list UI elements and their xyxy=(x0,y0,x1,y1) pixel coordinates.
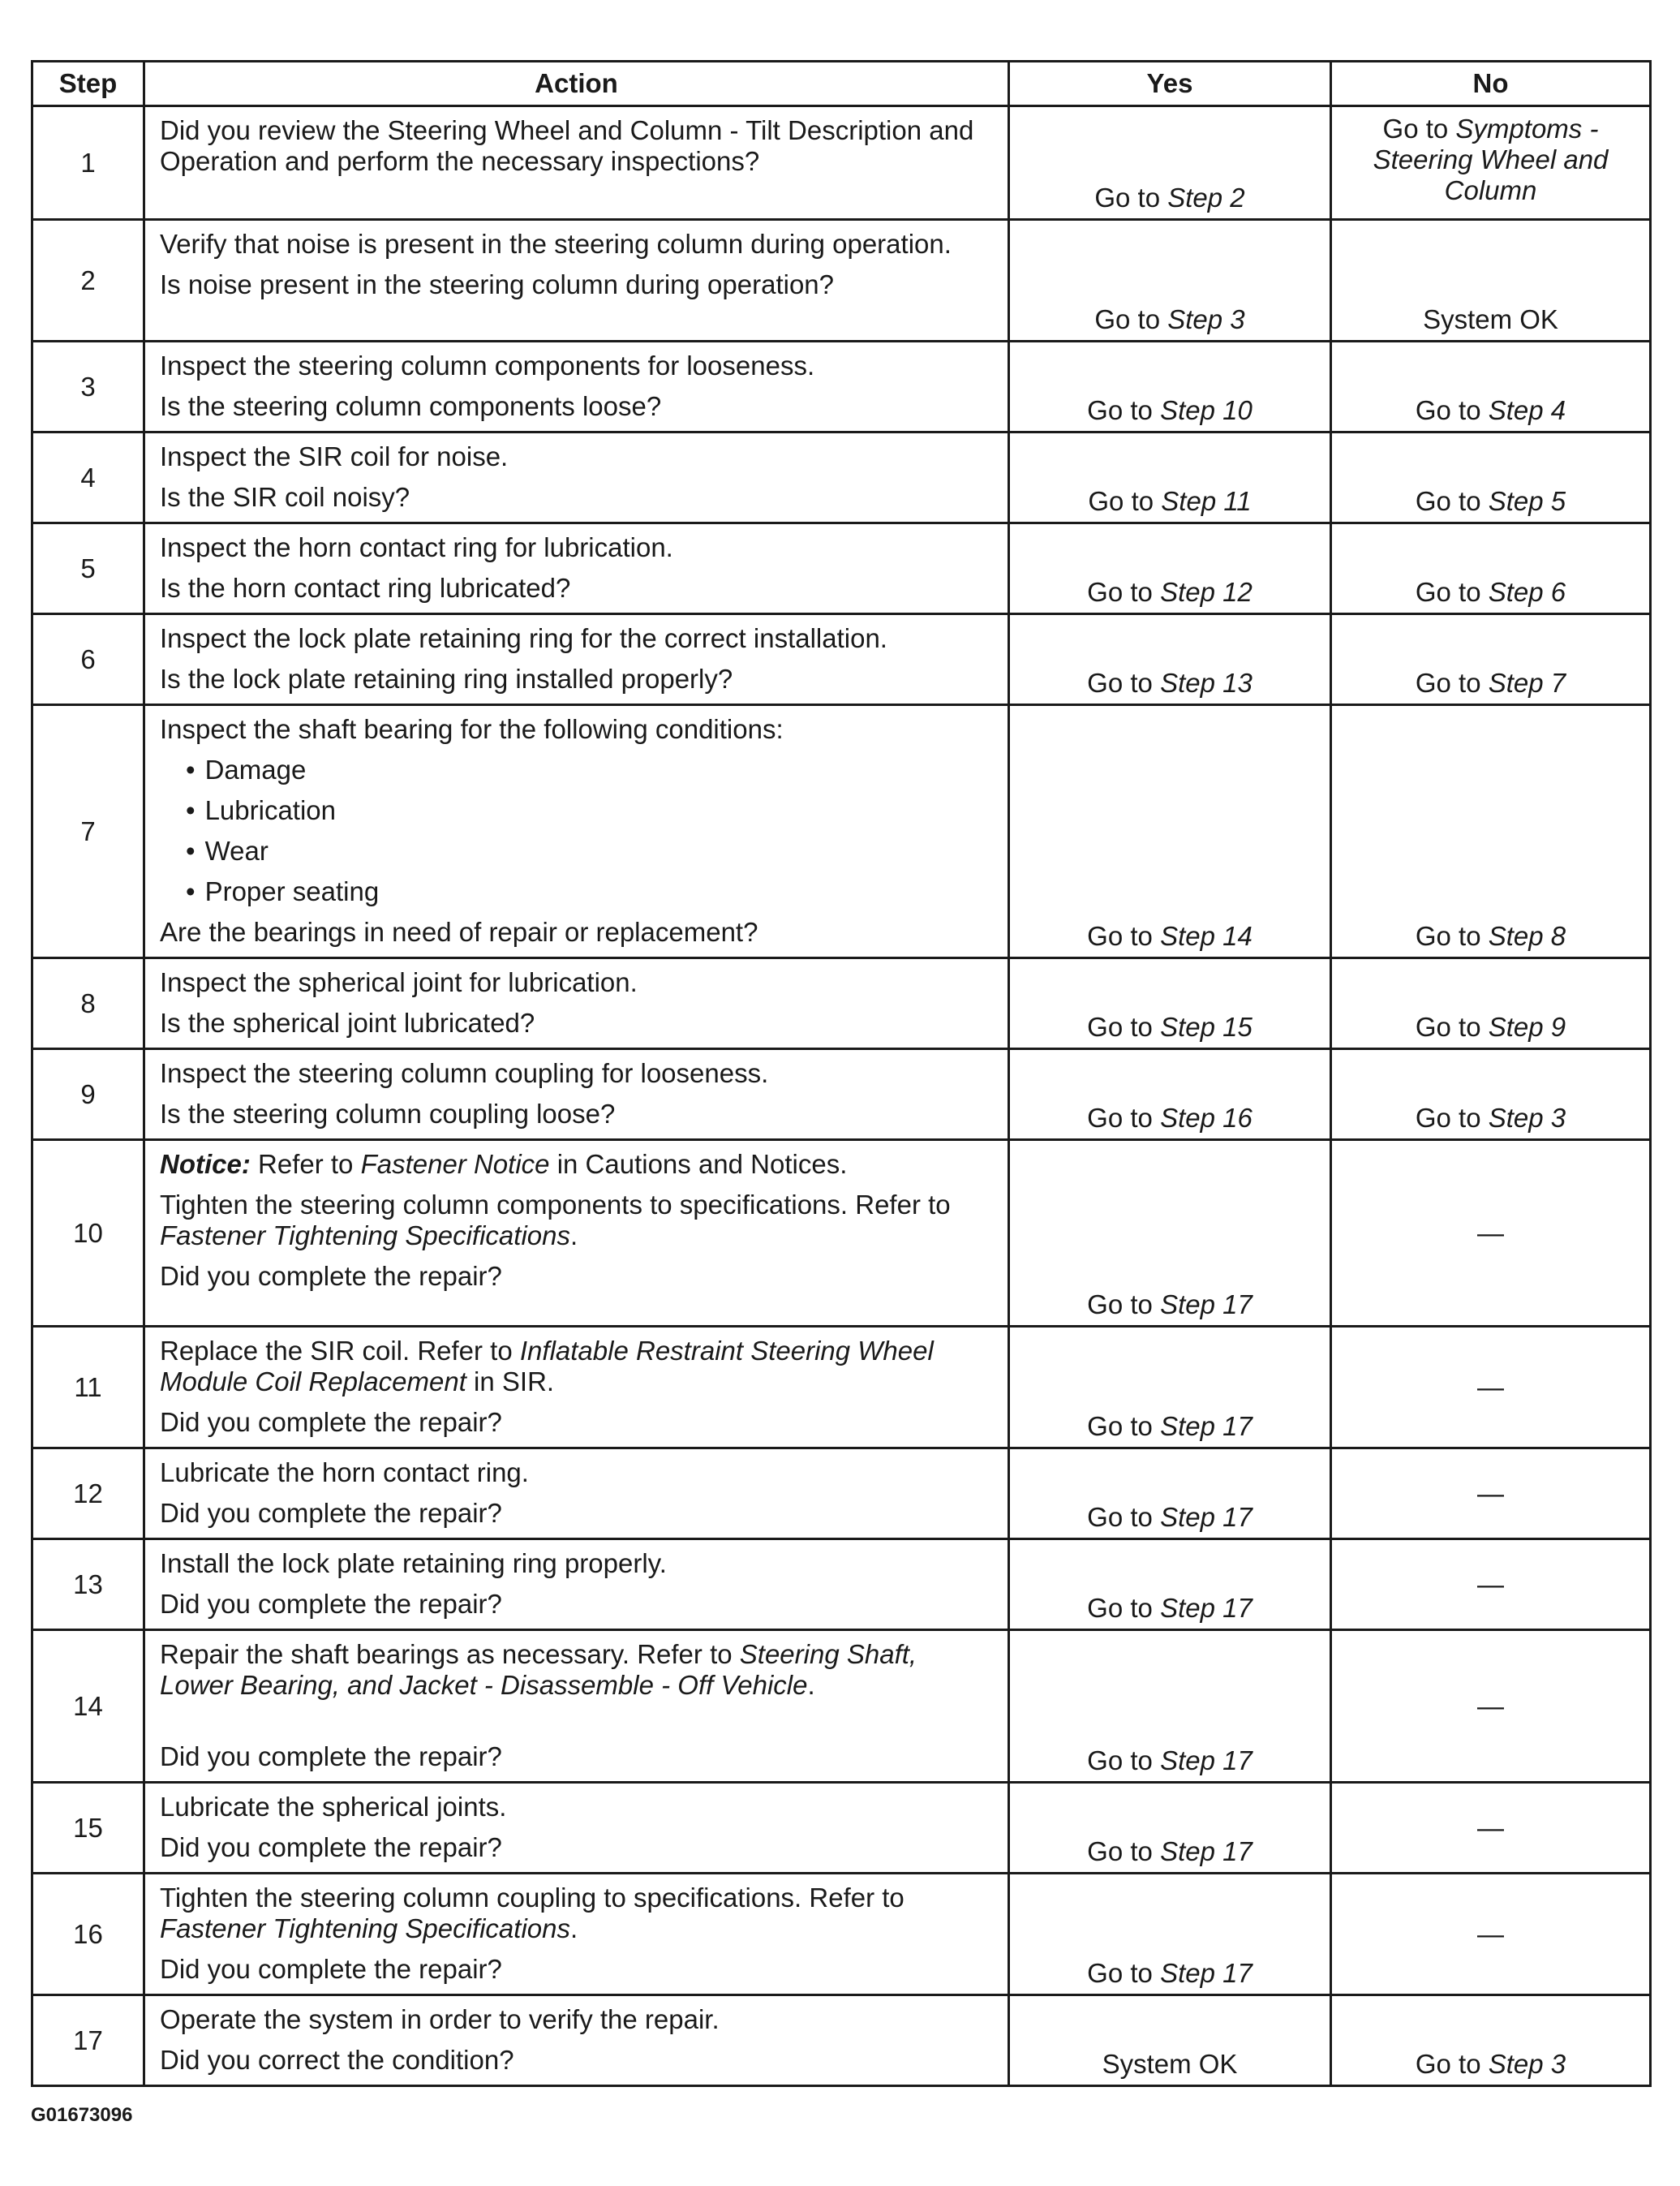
notice-text: Refer to xyxy=(258,1149,354,1179)
bullet-item xyxy=(160,876,993,907)
header-step: Step xyxy=(32,62,144,106)
action-cell xyxy=(144,1539,1009,1630)
action-text: Operate the system in order to verify the repair. xyxy=(160,2004,720,2034)
yes-cell xyxy=(1009,1783,1331,1874)
step-number: 13 xyxy=(32,1539,144,1630)
go-to-text: Go to xyxy=(1087,921,1153,951)
go-to-text: Go to xyxy=(1087,668,1153,698)
action-cell xyxy=(144,1327,1009,1448)
step-number: 10 xyxy=(32,1140,144,1327)
go-to-text: Go to xyxy=(1087,1012,1153,1042)
question-text: Is the SIR coil noisy? xyxy=(160,482,410,512)
step-number: 16 xyxy=(32,1874,144,1995)
yes-step-link: Step 17 xyxy=(1160,1593,1252,1623)
no-dash: — xyxy=(1477,1918,1504,1949)
yes-step-link: Step 2 xyxy=(1167,183,1245,213)
action-text: Inspect the lock plate retaining ring for the correct installation. xyxy=(160,623,887,653)
question-text: Is the horn contact ring lubricated? xyxy=(160,573,571,603)
step-number: 14 xyxy=(32,1630,144,1783)
go-to-text: Go to xyxy=(1415,1103,1481,1133)
action-text-post: . xyxy=(807,1670,815,1700)
step-number: 3 xyxy=(32,342,144,432)
yes-step-link: Step 14 xyxy=(1160,921,1252,951)
no-step-link: Step 4 xyxy=(1488,395,1566,425)
action-reference: Fastener Tightening Specifications xyxy=(160,1913,570,1943)
no-dash: — xyxy=(1477,1217,1504,1248)
question-text: Are the bearings in need of repair or replacement? xyxy=(160,917,758,947)
go-to-text: Go to xyxy=(1415,1012,1481,1042)
action-text xyxy=(160,1639,993,1701)
notice-paragraph xyxy=(160,1149,993,1180)
go-to-text: Go to xyxy=(1415,577,1481,607)
yes-step-link: Step 12 xyxy=(1160,577,1252,607)
yes-cell xyxy=(1009,1874,1331,1995)
header-no: No xyxy=(1331,62,1651,106)
go-to-text: Go to xyxy=(1087,395,1153,425)
yes-step-link: Step 11 xyxy=(1161,486,1252,516)
yes-cell xyxy=(1009,342,1331,432)
action-text-pre: Tighten the steering column components to specifications. Refer to xyxy=(160,1190,951,1220)
table-row xyxy=(32,1783,1651,1874)
figure-id: G01673096 xyxy=(31,2104,133,2126)
action-cell xyxy=(144,1783,1009,1874)
no-step-link: Step 6 xyxy=(1488,577,1566,607)
yes-step-link: Step 17 xyxy=(1160,1745,1252,1775)
yes-cell xyxy=(1009,106,1331,220)
yes-step-link: Step 13 xyxy=(1160,668,1252,698)
yes-cell xyxy=(1009,220,1331,342)
bullet-dot: • xyxy=(186,836,195,866)
notice-label: Notice: xyxy=(160,1149,251,1179)
no-cell xyxy=(1331,1874,1651,1995)
question-text: Did you complete the repair? xyxy=(160,1954,502,1984)
action-text xyxy=(160,1883,993,1944)
question-text: Did you complete the repair? xyxy=(160,1261,502,1291)
action-text-post: . xyxy=(570,1913,578,1943)
action-text-pre: Replace the SIR coil. Refer to xyxy=(160,1336,513,1366)
action-text xyxy=(160,1336,993,1397)
yes-step-link: Step 10 xyxy=(1160,395,1252,425)
table-row xyxy=(32,432,1651,523)
yes-cell xyxy=(1009,705,1331,958)
yes-step-link: Step 15 xyxy=(1160,1012,1252,1042)
yes-cell xyxy=(1009,1049,1331,1140)
no-step-link: Step 3 xyxy=(1488,2049,1566,2079)
yes-cell xyxy=(1009,1448,1331,1539)
yes-step-link: Step 16 xyxy=(1160,1103,1252,1133)
notice-reference: Fastener Notice xyxy=(360,1149,550,1179)
action-text: Inspect the shaft bearing for the following conditions: xyxy=(160,714,784,744)
no-step-link: Step 7 xyxy=(1488,668,1566,698)
step-number: 12 xyxy=(32,1448,144,1539)
action-cell xyxy=(144,432,1009,523)
step-number: 15 xyxy=(32,1783,144,1874)
action-text-pre: Repair the shaft bearings as necessary. Refer to xyxy=(160,1639,733,1669)
action-text: Lubricate the horn contact ring. xyxy=(160,1457,529,1487)
yes-cell xyxy=(1009,432,1331,523)
action-reference: Inflatable Restraint Steering Wheel Module Coil Replacement xyxy=(160,1336,934,1396)
no-cell xyxy=(1331,1327,1651,1448)
question-text: Is the steering column coupling loose? xyxy=(160,1099,616,1129)
no-cell xyxy=(1331,1539,1651,1630)
step-number: 2 xyxy=(32,220,144,342)
question-text: Did you correct the condition? xyxy=(160,2045,514,2075)
action-cell xyxy=(144,958,1009,1049)
action-cell xyxy=(144,1874,1009,1995)
no-cell xyxy=(1331,958,1651,1049)
action-text: Inspect the spherical joint for lubrication. xyxy=(160,967,638,997)
go-to-text: Go to xyxy=(1415,395,1481,425)
bullet-dot: • xyxy=(186,795,195,825)
table-row xyxy=(32,1327,1651,1448)
table-row xyxy=(32,1448,1651,1539)
no-cell xyxy=(1331,614,1651,705)
step-number: 4 xyxy=(32,432,144,523)
no-dash: — xyxy=(1477,1478,1504,1508)
question-text: Did you complete the repair? xyxy=(160,1741,502,1771)
bullet-item xyxy=(160,836,993,867)
bullet-dot: • xyxy=(186,876,195,906)
question-text: Did you complete the repair? xyxy=(160,1832,502,1862)
no-dash: — xyxy=(1477,1568,1504,1599)
table-row xyxy=(32,1140,1651,1327)
no-cell xyxy=(1331,705,1651,958)
action-text: Inspect the steering column coupling for looseness. xyxy=(160,1058,769,1088)
go-to-text: Go to xyxy=(1094,183,1161,213)
notice-text-end: in Cautions and Notices. xyxy=(556,1149,848,1179)
no-result-text: System OK xyxy=(1423,304,1558,334)
header-action: Action xyxy=(144,62,1009,106)
table-row xyxy=(32,705,1651,958)
no-cell xyxy=(1331,1995,1651,2086)
no-cell xyxy=(1331,1448,1651,1539)
yes-cell xyxy=(1009,1327,1331,1448)
table-row xyxy=(32,220,1651,342)
step-number: 17 xyxy=(32,1995,144,2086)
yes-cell xyxy=(1009,1539,1331,1630)
yes-step-link: Step 3 xyxy=(1167,304,1245,334)
go-to-text: Go to xyxy=(1087,1958,1153,1988)
table-row xyxy=(32,614,1651,705)
yes-step-link: Step 17 xyxy=(1160,1502,1252,1532)
action-text-post: . xyxy=(570,1220,578,1250)
diagnostic-table xyxy=(31,60,1652,2087)
go-to-text: Go to xyxy=(1087,577,1153,607)
no-cell xyxy=(1331,1630,1651,1783)
yes-cell xyxy=(1009,1630,1331,1783)
go-to-text: Go to xyxy=(1087,1502,1153,1532)
action-cell xyxy=(144,1995,1009,2086)
action-cell xyxy=(144,1140,1009,1327)
yes-cell xyxy=(1009,614,1331,705)
action-cell xyxy=(144,1448,1009,1539)
go-to-text: Go to xyxy=(1087,1593,1153,1623)
step-number: 8 xyxy=(32,958,144,1049)
bullet-item xyxy=(160,795,993,826)
action-cell xyxy=(144,523,1009,614)
go-to-text: Go to xyxy=(1094,304,1161,334)
step-number: 6 xyxy=(32,614,144,705)
action-text xyxy=(160,1190,993,1251)
no-step-link: Step 9 xyxy=(1488,1012,1566,1042)
bullet-text: Wear xyxy=(204,836,269,866)
action-cell xyxy=(144,106,1009,220)
bullet-text: Lubrication xyxy=(204,795,337,825)
yes-cell xyxy=(1009,1995,1331,2086)
go-to-text: Go to xyxy=(1087,1745,1153,1775)
question-text: Is noise present in the steering column during operation? xyxy=(160,269,835,299)
action-text: Install the lock plate retaining ring properly. xyxy=(160,1548,667,1578)
yes-cell xyxy=(1009,1140,1331,1327)
no-cell xyxy=(1331,432,1651,523)
question-text: Is the lock plate retaining ring installed properly? xyxy=(160,664,733,694)
no-cell xyxy=(1331,106,1651,220)
action-text: Inspect the SIR coil for noise. xyxy=(160,441,509,471)
table-row xyxy=(32,1995,1651,2086)
action-reference: Steering Shaft, Lower Bearing, and Jacket - Disassemble - Off Vehicle xyxy=(160,1639,917,1700)
action-text: Inspect the steering column components for looseness. xyxy=(160,351,815,381)
table-row xyxy=(32,523,1651,614)
no-dash: — xyxy=(1477,1371,1504,1402)
go-to-text: Go to xyxy=(1415,668,1481,698)
step-number: 7 xyxy=(32,705,144,958)
no-cell xyxy=(1331,523,1651,614)
question-text: Is the spherical joint lubricated? xyxy=(160,1008,535,1038)
table-header-row xyxy=(32,62,1651,106)
go-to-text: Go to xyxy=(1087,1411,1153,1441)
yes-cell xyxy=(1009,958,1331,1049)
no-cell xyxy=(1331,1783,1651,1874)
bullet-item xyxy=(160,755,993,785)
no-reference: Symptoms - Steering Wheel and Column xyxy=(1373,114,1609,205)
no-step-link: Step 8 xyxy=(1488,921,1566,951)
action-cell xyxy=(144,1049,1009,1140)
table-row xyxy=(32,106,1651,220)
question-text: Is the steering column components loose? xyxy=(160,391,662,421)
action-cell xyxy=(144,220,1009,342)
table-row xyxy=(32,1874,1651,1995)
no-step-link: Step 3 xyxy=(1488,1103,1566,1133)
action-cell xyxy=(144,705,1009,958)
action-text-post: in SIR. xyxy=(474,1366,555,1396)
go-to-text: Go to xyxy=(1087,1289,1153,1319)
action-text: Lubricate the spherical joints. xyxy=(160,1792,507,1822)
step-number: 11 xyxy=(32,1327,144,1448)
action-text-pre: Tighten the steering column coupling to specifications. Refer to xyxy=(160,1883,904,1913)
go-to-text: Go to xyxy=(1415,486,1481,516)
no-step-link: Step 5 xyxy=(1488,486,1566,516)
yes-step-link: Step 17 xyxy=(1160,1836,1252,1866)
action-cell xyxy=(144,1630,1009,1783)
go-to-text: Go to xyxy=(1415,921,1481,951)
table-row xyxy=(32,1630,1651,1783)
no-dash: — xyxy=(1477,1690,1504,1721)
table-row xyxy=(32,342,1651,432)
go-to-text: Go to xyxy=(1088,486,1154,516)
go-to-text: Go to xyxy=(1382,114,1449,144)
table-row xyxy=(32,1049,1651,1140)
action-text: Did you review the Steering Wheel and Column - Tilt Description and Operation and perform the necessary inspections? xyxy=(160,115,974,176)
go-to-text: Go to xyxy=(1087,1103,1153,1133)
no-cell xyxy=(1331,1140,1651,1327)
table-row xyxy=(32,1539,1651,1630)
step-number: 1 xyxy=(32,106,144,220)
step-number: 5 xyxy=(32,523,144,614)
action-cell xyxy=(144,342,1009,432)
action-reference: Fastener Tightening Specifications xyxy=(160,1220,570,1250)
no-cell xyxy=(1331,220,1651,342)
yes-step-link: Step 17 xyxy=(1160,1958,1252,1988)
no-dash: — xyxy=(1477,1812,1504,1843)
question-text: Did you complete the repair? xyxy=(160,1498,502,1528)
bullet-text: Damage xyxy=(204,755,307,785)
go-to-text: Go to xyxy=(1415,2049,1481,2079)
action-text: Inspect the horn contact ring for lubrication. xyxy=(160,532,673,562)
yes-step-link: Step 17 xyxy=(1160,1411,1252,1441)
yes-result-text: System OK xyxy=(1102,2049,1238,2079)
go-to-text: Go to xyxy=(1087,1836,1153,1866)
yes-step-link: Step 17 xyxy=(1160,1289,1252,1319)
question-text: Did you complete the repair? xyxy=(160,1407,502,1437)
yes-cell xyxy=(1009,523,1331,614)
action-cell xyxy=(144,614,1009,705)
bullet-dot: • xyxy=(186,755,195,785)
bullet-text: Proper seating xyxy=(204,876,380,906)
question-text: Did you complete the repair? xyxy=(160,1589,502,1619)
action-text: Verify that noise is present in the steering column during operation. xyxy=(160,229,952,259)
step-number: 9 xyxy=(32,1049,144,1140)
no-cell xyxy=(1331,342,1651,432)
table-row xyxy=(32,958,1651,1049)
no-cell xyxy=(1331,1049,1651,1140)
header-yes: Yes xyxy=(1009,62,1331,106)
